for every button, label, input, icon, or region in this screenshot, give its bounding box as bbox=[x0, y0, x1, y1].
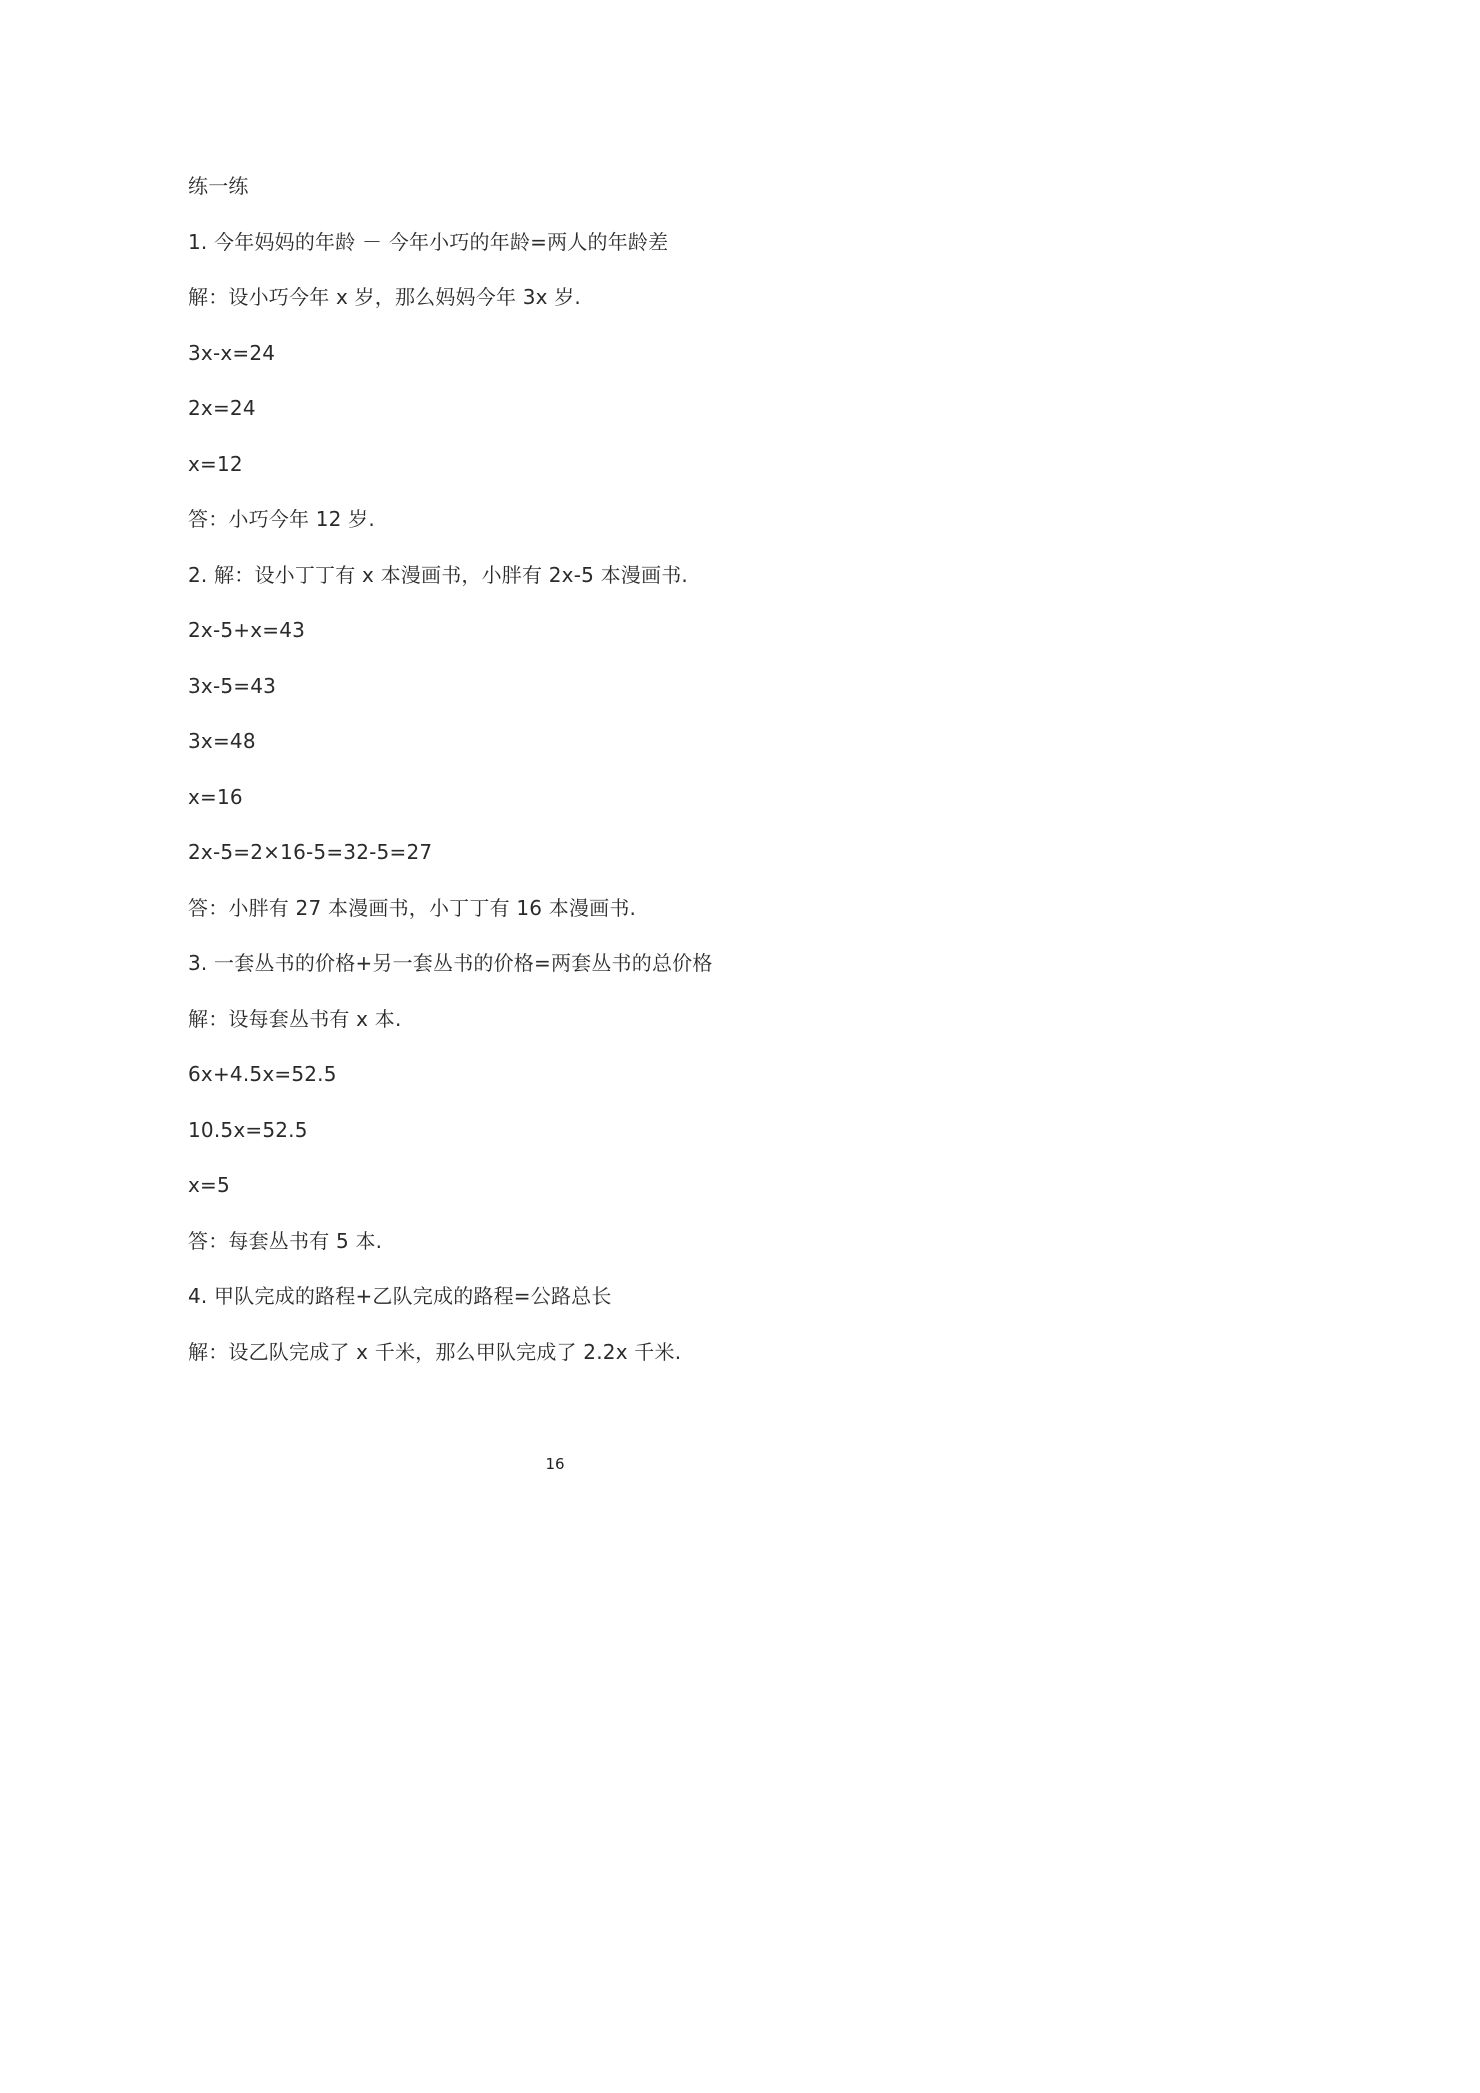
problem-3-equation: 6x+4.5x=52.5 bbox=[188, 1062, 337, 1086]
problem-2-step: 3x-5=43 bbox=[188, 673, 277, 698]
problem-2-step: 3x=48 bbox=[188, 729, 256, 753]
section-heading: 练一练 bbox=[188, 174, 249, 198]
exercise-content bbox=[188, 166, 1068, 1387]
problem-1-solution: x=12 bbox=[188, 451, 243, 476]
problem-2-equation: 2x-5+x=43 bbox=[188, 618, 306, 642]
problem-2-solution: x=16 bbox=[188, 784, 243, 809]
problem-1-setup: 解：设小巧今年 x 岁，那么妈妈今年 3x 岁. bbox=[188, 285, 581, 309]
problem-3-solution: x=5 bbox=[188, 1173, 230, 1197]
problem-2-setup: 2. 解：设小丁丁有 x 本漫画书，小胖有 2x-5 本漫画书. bbox=[188, 562, 688, 587]
problem-3-answer: 答：每套丛书有 5 本. bbox=[188, 1228, 383, 1253]
page-number: 16 bbox=[545, 1455, 565, 1473]
problem-4-setup: 解：设乙队完成了 x 千米，那么甲队完成了 2.2x 千米. bbox=[188, 1339, 682, 1364]
problem-1-answer: 答：小巧今年 12 岁. bbox=[188, 507, 375, 531]
problem-1-relation: 1. 今年妈妈的年龄 － 今年小巧的年龄=两人的年龄差 bbox=[188, 229, 669, 254]
problem-4-relation: 4. 甲队完成的路程+乙队完成的路程=公路总长 bbox=[188, 1284, 612, 1308]
problem-2-calculation: 2x-5=2×16-5=32-5=27 bbox=[188, 840, 433, 864]
problem-3-step: 10.5x=52.5 bbox=[188, 1117, 308, 1142]
problem-3-relation: 3. 一套丛书的价格+另一套丛书的价格=两套丛书的总价格 bbox=[188, 951, 713, 975]
problem-2-answer: 答：小胖有 27 本漫画书，小丁丁有 16 本漫画书. bbox=[188, 895, 637, 920]
problem-1-step: 2x=24 bbox=[188, 396, 256, 420]
problem-3-setup: 解：设每套丛书有 x 本. bbox=[188, 1006, 402, 1031]
problem-1-equation: 3x-x=24 bbox=[188, 340, 276, 365]
